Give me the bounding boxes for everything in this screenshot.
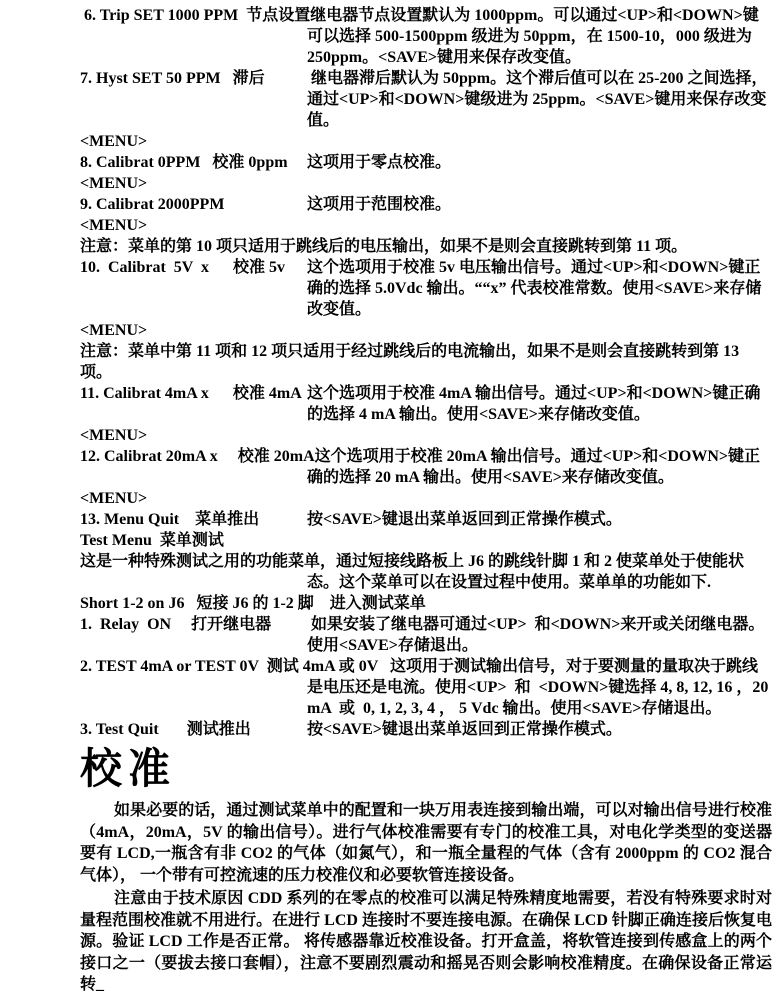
manual-line (80, 194, 772, 215)
calibration-paragraph-1: 如果必要的话，通过测试菜单中的配置和一块万用表连接到输出端，可以对输出信号进行校准（4mA，20mA，5V 的输出信号）。进行气体校准需要有专门的校准工具，对电化学类型的变送器要有 LCD,一瓶含有非 CO2 的气体（如氮气），和一瓶全量程的气体（含有 2000ppm 的 CO2 混合气体）， 一个带有可控流速的压力校准仪和必要软管连接设备。 (80, 802, 772, 884)
menu-tag-line: <MENU> (80, 322, 148, 339)
item-desc: 按<SAVE>键退出菜单返回到正常操作模式。 (307, 721, 622, 738)
manual-line: Test Menu 菜单测试 (80, 532, 224, 549)
item-label: 8. Calibrat 0PPM 校准 0ppm (80, 154, 288, 171)
item-label: 6. Trip SET 1000 PPM 节点设置 (80, 7, 311, 24)
item-label: 10. Calibrat 5V x 校准 5v (80, 259, 286, 276)
manual-line: 这是一种特殊测试之用的功能菜单，通过短接线路板上 J6 的跳线针脚 1 和 2 使菜单处于使能状态。这个菜单可以在设置过程中使用。菜单单的功能如下. (80, 553, 745, 591)
item-label: 2. TEST 4mA or TEST 0V 测试 4mA 或 0V (80, 658, 391, 675)
item-desc: 进入测试菜单 (329, 595, 426, 612)
item-label: 12. Calibrat 20mA x 校准 20mA (80, 448, 315, 465)
item-label: 3. Test Quit 测试推出 (80, 721, 251, 738)
manual-rows (80, 5, 772, 740)
manual-line: 注意：菜单的第 10 项只适用于跳线后的电压输出，如果不是则会直接跳转到第 11 项。 (80, 238, 688, 255)
item-desc: 这项用于零点校准。 (307, 154, 452, 171)
item-desc: 这项用于范围校准。 (307, 196, 452, 213)
manual-line (80, 614, 772, 656)
manual-line: 注意：菜单中第 11 项和 12 项只适用于经过跳线后的电流输出，如果不是则会直接跳转到第 13 项。 (80, 343, 744, 381)
manual-line (80, 257, 772, 320)
menu-tag-line: <MENU> (80, 217, 148, 234)
menu-tag-line: <MENU> (80, 175, 148, 192)
manual-line (80, 719, 772, 740)
section-heading-calibration: 校准 (80, 747, 177, 793)
item-desc: 这个选项用于校准 4mA 输出信号。通过<UP>和<DOWN>键正确的选择 4 mA 输出。使用<SAVE>来存储改变值。 (307, 385, 761, 423)
menu-tag-line: <MENU> (80, 133, 148, 150)
item-desc: 继电器滞后默认为 50ppm。这个滞后值可以在 25-200 之间选择，通过<UP>和<DOWN>键级进为 25ppm。<SAVE>键用来保存改变值。 (307, 70, 768, 129)
manual-line (80, 152, 772, 173)
item-desc: 按<SAVE>键退出菜单返回到正常操作模式。 (307, 511, 622, 528)
manual-line (80, 656, 772, 719)
manual-line (80, 383, 772, 425)
item-label: 11. Calibrat 4mA x 校准 4mA (80, 385, 302, 402)
item-desc: 继电器节点设置默认为 1000ppm。可以通过<UP>和<DOWN>键可以选择 500-1500ppm 级进为 50ppm，在 1500-10，000 级进为 250ppm。<SAVE>键用来保存改变值。 (307, 7, 759, 66)
calibration-paragraph-2: 注意由于技术原因 CDD 系列的在零点的校准可以满足特殊精度地需要，若没有特殊要求时对量程范围校准就不用进行。在进行 LCD 连接时不要连接电源。在确保 LCD 针脚正确连接后恢复电源。验证 LCD 工作是否正常。 将传感器靠近校准设备。打开盒盖，将软管连接到传感盒上的两个接口之一（要拔去接口套帽），注意不要剧烈震动和摇晃否则会影响校准精度。在确保设备正常运转_ (80, 890, 772, 993)
item-label: 7. Hyst SET 50 PPM 滞后 (80, 70, 265, 87)
item-label: 1. Relay ON 打开继电器 (80, 616, 272, 633)
manual-line (80, 5, 772, 68)
manual-line (80, 509, 772, 530)
item-label: 9. Calibrat 2000PPM (80, 196, 225, 213)
manual-line (80, 593, 772, 614)
manual-line (80, 446, 772, 488)
item-desc: 这个选项用于校准 5v 电压输出信号。通过<UP>和<DOWN>键正确的选择 5.0Vdc 输出。““x” 代表校准常数。使用<SAVE>来存储改变值。 (307, 259, 762, 318)
item-desc: 这个选项用于校准 20mA 输出信号。通过<UP>和<DOWN>键正确的选择 20 mA 输出。使用<SAVE>来存储改变值。 (307, 448, 761, 486)
menu-tag-line: <MENU> (80, 490, 148, 507)
item-label: Short 1-2 on J6 短接 J6 的 1-2 脚 (80, 595, 330, 612)
item-desc: 如果安装了继电器可通过<UP> 和<DOWN>来开或关闭继电器。使用<SAVE>存储退出。 (307, 616, 765, 654)
menu-tag-line: <MENU> (80, 427, 148, 444)
item-label: 13. Menu Quit 菜单推出 (80, 511, 260, 528)
item-desc: 这项用于测试输出信号，对于要测量的量取决于跳线是电压还是电流。使用<UP> 和 <DOWN>键选择 4, 8, 12, 16 ，20 mA 或 0, 1, 2, 3, 4 ， 5 Vdc 输出。使用<SAVE>存储退出。 (307, 658, 773, 717)
manual-line (80, 68, 772, 131)
